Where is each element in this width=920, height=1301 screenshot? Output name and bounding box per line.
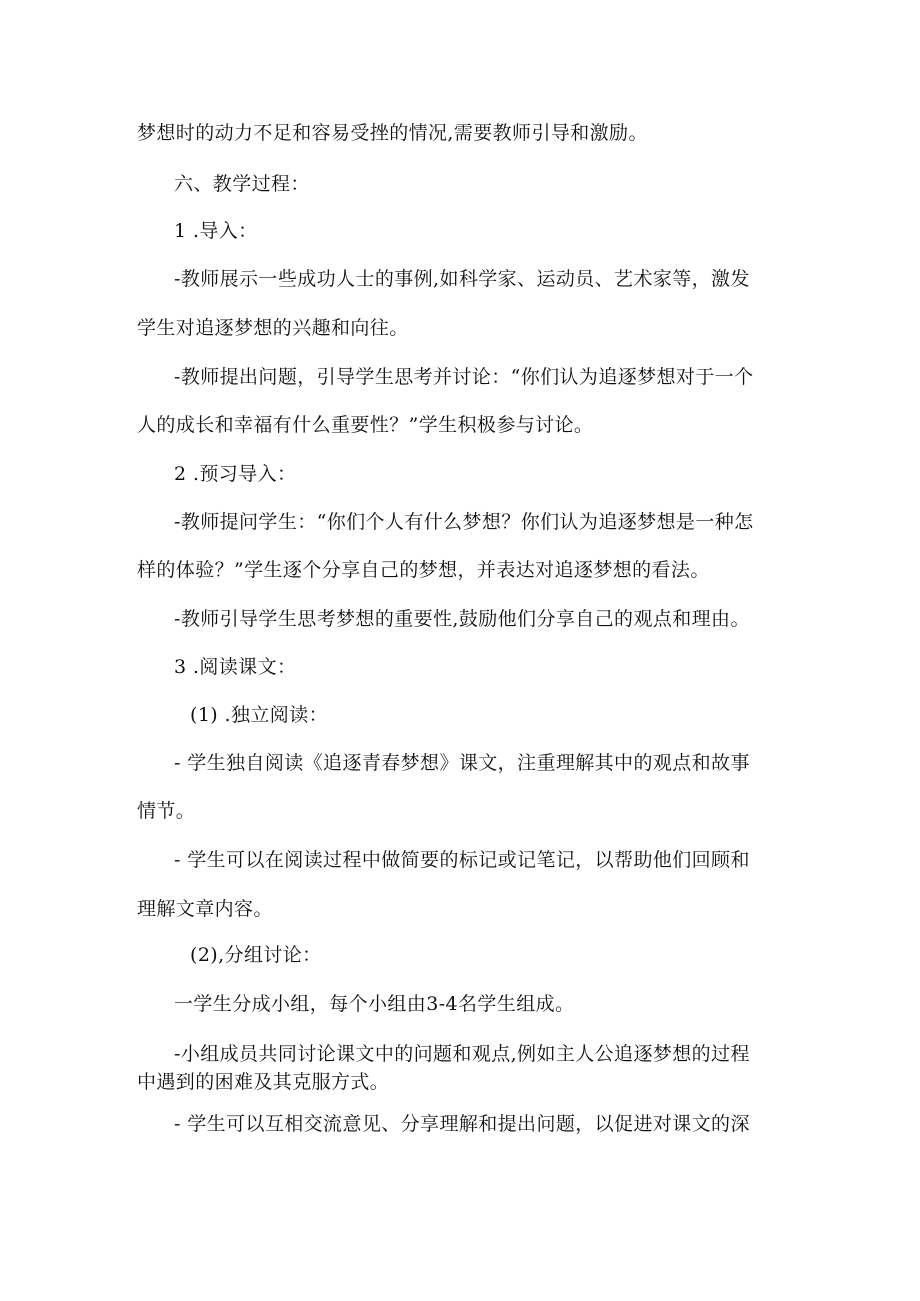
paragraph-line: - 学生可以互相交流意见、分享理解和提出问题，以促进对课文的深: [174, 1113, 750, 1135]
subsection-heading: 1 .导入：: [174, 220, 258, 242]
paragraph-line: 梦想时的动力不足和容易受挫的情况,需要教师引导和激励。: [137, 122, 648, 144]
paragraph-line: 情节。: [137, 800, 196, 822]
paragraph-line: 理解文章内容。: [137, 898, 273, 920]
subsubsection-heading: (1) .独立阅读：: [190, 704, 328, 726]
paragraph-line: -教师提问学生：“你们个人有什么梦想？你们认为追逐梦想是一种怎: [174, 511, 754, 533]
paragraph-line: -教师展示一些成功人士的事例,如科学家、运动员、艺术家等，激发: [174, 268, 750, 290]
subsection-heading: 2 .预习导入：: [174, 463, 297, 485]
paragraph-line: 中遇到的困难及其克服方式。: [137, 1071, 390, 1093]
paragraph-line: 学生对追逐梦想的兴趣和向往。: [137, 317, 409, 339]
paragraph-line: - 学生独自阅读《追逐青春梦想》课文，注重理解其中的观点和故事: [174, 752, 750, 774]
subsubsection-heading: (2),分组讨论：: [190, 944, 322, 966]
paragraph-line: -教师提出问题，引导学生思考并讨论：“你们认为追逐梦想对于一个: [174, 366, 754, 388]
paragraph-line: - 学生可以在阅读过程中做简要的标记或记笔记，以帮助他们回顾和: [174, 849, 750, 871]
subsection-heading: 3 .阅读课文：: [174, 656, 297, 678]
paragraph-line: -教师引导学生思考梦想的重要性,鼓励他们分享自己的观点和理由。: [174, 608, 750, 630]
paragraph-line: 样的体验？”学生逐个分享自己的梦想，并表达对追逐梦想的看法。: [137, 559, 710, 581]
paragraph-line: -小组成员共同讨论课文中的问题和观点,例如主人公追逐梦想的过程: [174, 1043, 750, 1065]
paragraph-line: 一学生分成小组，每个小组由3-4名学生组成。: [174, 993, 575, 1015]
paragraph-line: 人的成长和幸福有什么重要性？”学生积极参与讨论。: [137, 414, 594, 436]
section-heading: 六、教学过程：: [174, 173, 310, 195]
